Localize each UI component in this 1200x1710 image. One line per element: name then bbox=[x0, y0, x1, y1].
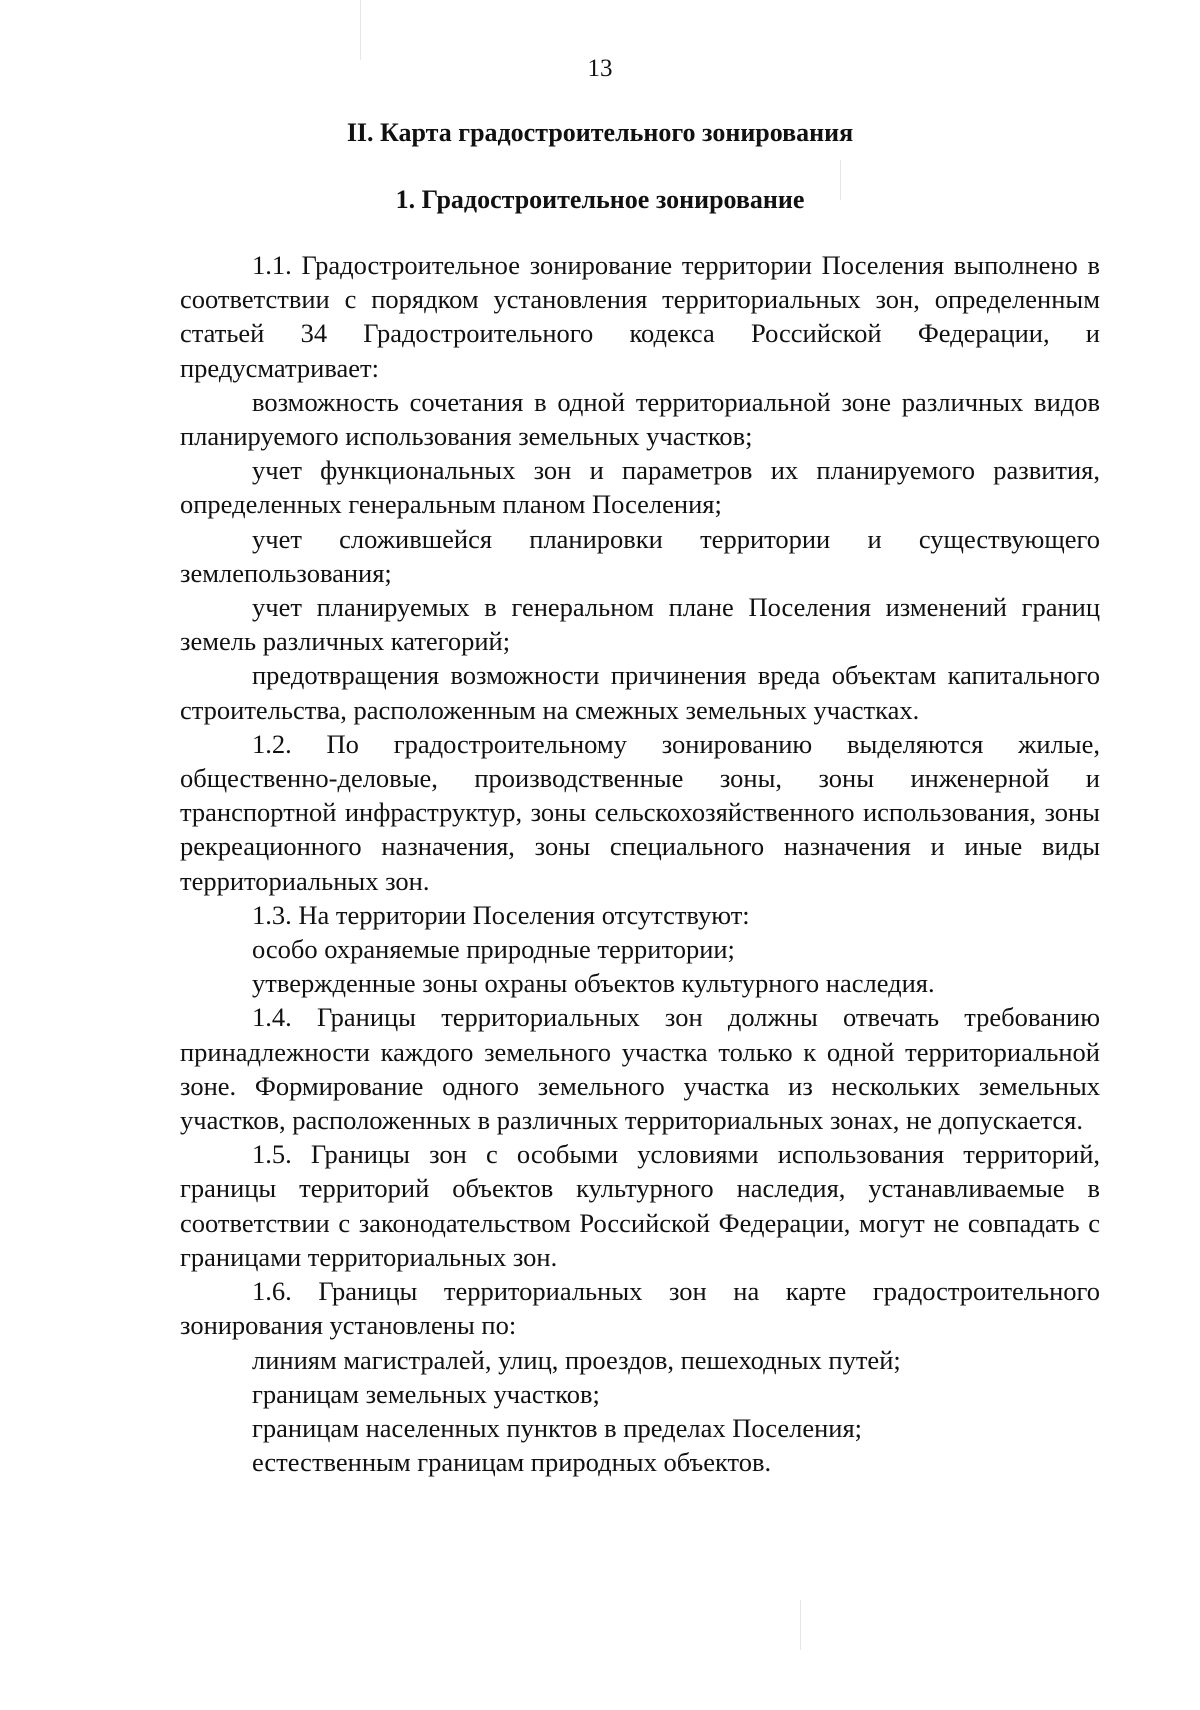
scan-artifact bbox=[800, 1600, 801, 1650]
paragraph: особо охраняемые природные территории; bbox=[252, 934, 735, 965]
paragraph: 1.5. Границы зон с особыми условиями использования территорий, границы территорий объектов культурного наследия, устанавливаемые в соответствии с законодательством Российской Федерации, могут не совпадать с границами территориальных зон. bbox=[180, 1139, 1100, 1272]
scan-artifact bbox=[360, 0, 361, 60]
paragraph: утвержденные зоны охраны объектов культурного наследия. bbox=[252, 968, 935, 999]
document-body bbox=[180, 248, 1100, 1479]
paragraph: линиям магистралей, улиц, проездов, пешеходных путей; bbox=[252, 1344, 901, 1375]
paragraph: 1.3. На территории Поселения отсутствуют: bbox=[252, 899, 750, 930]
page-number: 13 bbox=[587, 55, 613, 82]
subsection-title: 1. Градостроительное зонирование bbox=[395, 185, 805, 214]
paragraph: границам земельных участков; bbox=[252, 1378, 600, 1409]
paragraph: возможность сочетания в одной территориальной зоне различных видов планируемого использования земельных участков; bbox=[180, 386, 1100, 452]
paragraph: 1.2. По градостроительному зонированию выделяются жилые, общественно-деловые, производственные зоны, зоны инженерной и транспортной инфраструктур, зоны сельскохозяйственного использования, зоны рекреационного назначения, зоны специального назначения и иные виды территориальных зон. bbox=[180, 728, 1100, 896]
paragraph: 1.4. Границы территориальных зон должны отвечать требованию принадлежности каждого земельного участка только к одной территориальной зоне. Формирование одного земельного участка из нескольких земельных участков, расположенных в различных территориальных зонах, не допускается. bbox=[180, 1002, 1100, 1136]
paragraph: учет функциональных зон и параметров их планируемого развития, определенных генеральным планом Поселения; bbox=[180, 455, 1100, 520]
paragraph: границам населенных пунктов в пределах Поселения; bbox=[252, 1412, 863, 1443]
paragraph: учет планируемых в генеральном плане Поселения изменений границ земель различных категорий; bbox=[180, 592, 1100, 657]
paragraph: предотвращения возможности причинения вреда объектам капитального строительства, расположенным на смежных земельных участках. bbox=[180, 660, 1100, 725]
paragraph: учет сложившейся планировки территории и существующего землепользования; bbox=[180, 523, 1100, 588]
paragraph: естественным границам природных объектов. bbox=[252, 1447, 772, 1478]
section-title: II. Карта градостроительного зонирования bbox=[346, 118, 854, 147]
paragraph: 1.1. Градостроительное зонирование территории Поселения выполнено в соответствии с порядком установления территориальных зон, определенным статьей 34 Градостроительного кодекса Российской Федерации, и предусматривает: bbox=[180, 250, 1100, 383]
paragraph: 1.6. Границы территориальных зон на карте градостроительного зонирования установлены по: bbox=[180, 1276, 1100, 1341]
